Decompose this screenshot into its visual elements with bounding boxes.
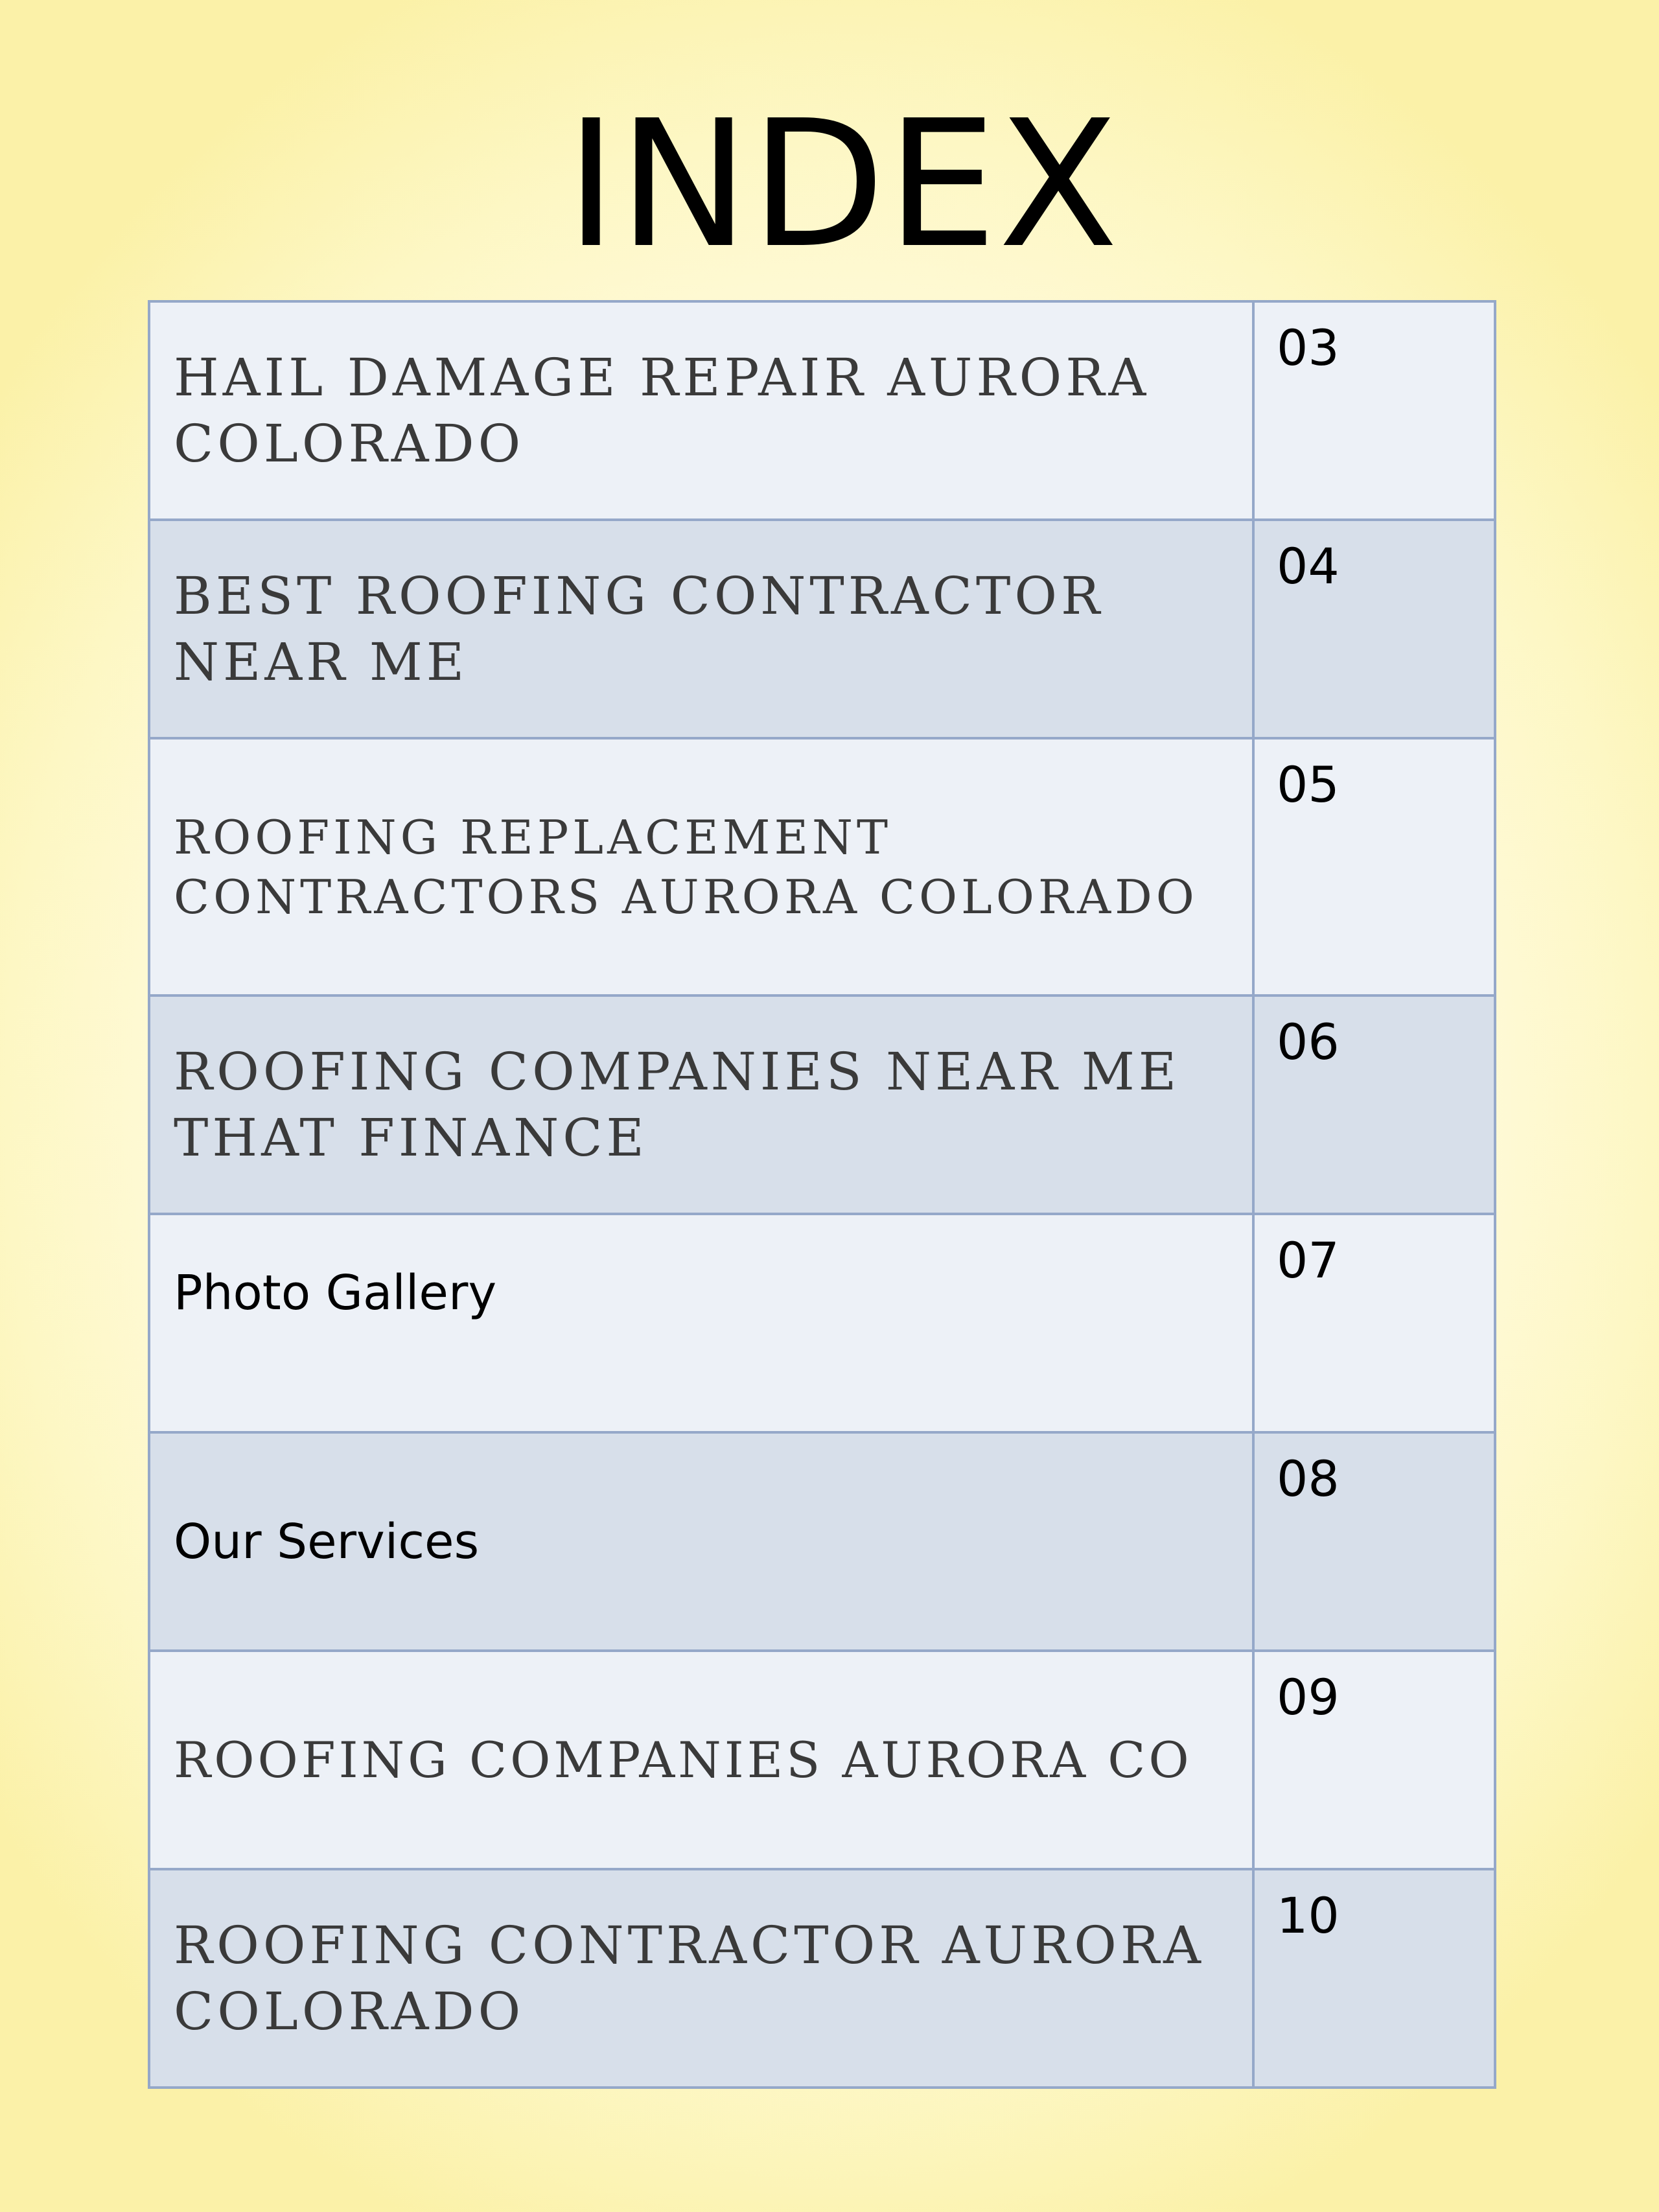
page-title: INDEX — [565, 82, 1120, 286]
index-entry-title[interactable]: ROOFING COMPANIES AURORA CO — [174, 1730, 1192, 1789]
index-table — [148, 300, 1496, 2089]
index-title-cell — [149, 1869, 1253, 2088]
index-title-cell — [149, 738, 1253, 995]
index-page-cell — [1253, 1214, 1495, 1432]
index-entry-title[interactable]: Our Services — [174, 1513, 480, 1570]
index-row[interactable] — [149, 1432, 1495, 1651]
index-page-number: 07 — [1277, 1231, 1340, 1289]
index-title-cell — [149, 1432, 1253, 1651]
index-page-cell — [1253, 520, 1495, 738]
index-row[interactable] — [149, 995, 1495, 1214]
index-page-cell — [1253, 1869, 1495, 2088]
index-entry-title[interactable]: HAIL DAMAGE REPAIR AURORA COLORADO — [174, 347, 1150, 474]
index-row[interactable] — [149, 1651, 1495, 1869]
index-page-number: 10 — [1277, 1887, 1340, 1944]
index-entry-title[interactable]: BEST ROOFING CONTRACTOR NEAR ME — [174, 565, 1104, 692]
index-page-number: 09 — [1277, 1668, 1340, 1726]
index-title-cell — [149, 1214, 1253, 1432]
index-page-cell — [1253, 301, 1495, 520]
index-title-cell — [149, 995, 1253, 1214]
index-title-cell — [149, 301, 1253, 520]
index-page-number: 04 — [1277, 537, 1340, 595]
index-page-number: 03 — [1277, 319, 1340, 377]
index-page-number: 08 — [1277, 1450, 1340, 1508]
index-row[interactable] — [149, 301, 1495, 520]
index-entry-title[interactable]: ROOFING REPLACEMENT CONTRACTORS AURORA COLORADO — [174, 809, 1198, 924]
index-page-cell — [1253, 995, 1495, 1214]
index-title-cell — [149, 520, 1253, 738]
index-page-cell — [1253, 1651, 1495, 1869]
index-page-number: 05 — [1277, 756, 1340, 813]
index-entry-title[interactable]: ROOFING COMPANIES NEAR ME THAT FINANCE — [174, 1041, 1181, 1168]
index-page-number: 06 — [1277, 1013, 1340, 1071]
index-entry-title[interactable]: ROOFING CONTRACTOR AURORA COLORADO — [174, 1915, 1205, 2042]
index-page-cell — [1253, 738, 1495, 995]
index-page-cell — [1253, 1432, 1495, 1651]
index-row[interactable] — [149, 738, 1495, 995]
index-entry-title[interactable]: Photo Gallery — [174, 1265, 497, 1321]
index-row[interactable] — [149, 1869, 1495, 2088]
index-row[interactable] — [149, 1214, 1495, 1432]
index-title-cell — [149, 1651, 1253, 1869]
index-row[interactable] — [149, 520, 1495, 738]
